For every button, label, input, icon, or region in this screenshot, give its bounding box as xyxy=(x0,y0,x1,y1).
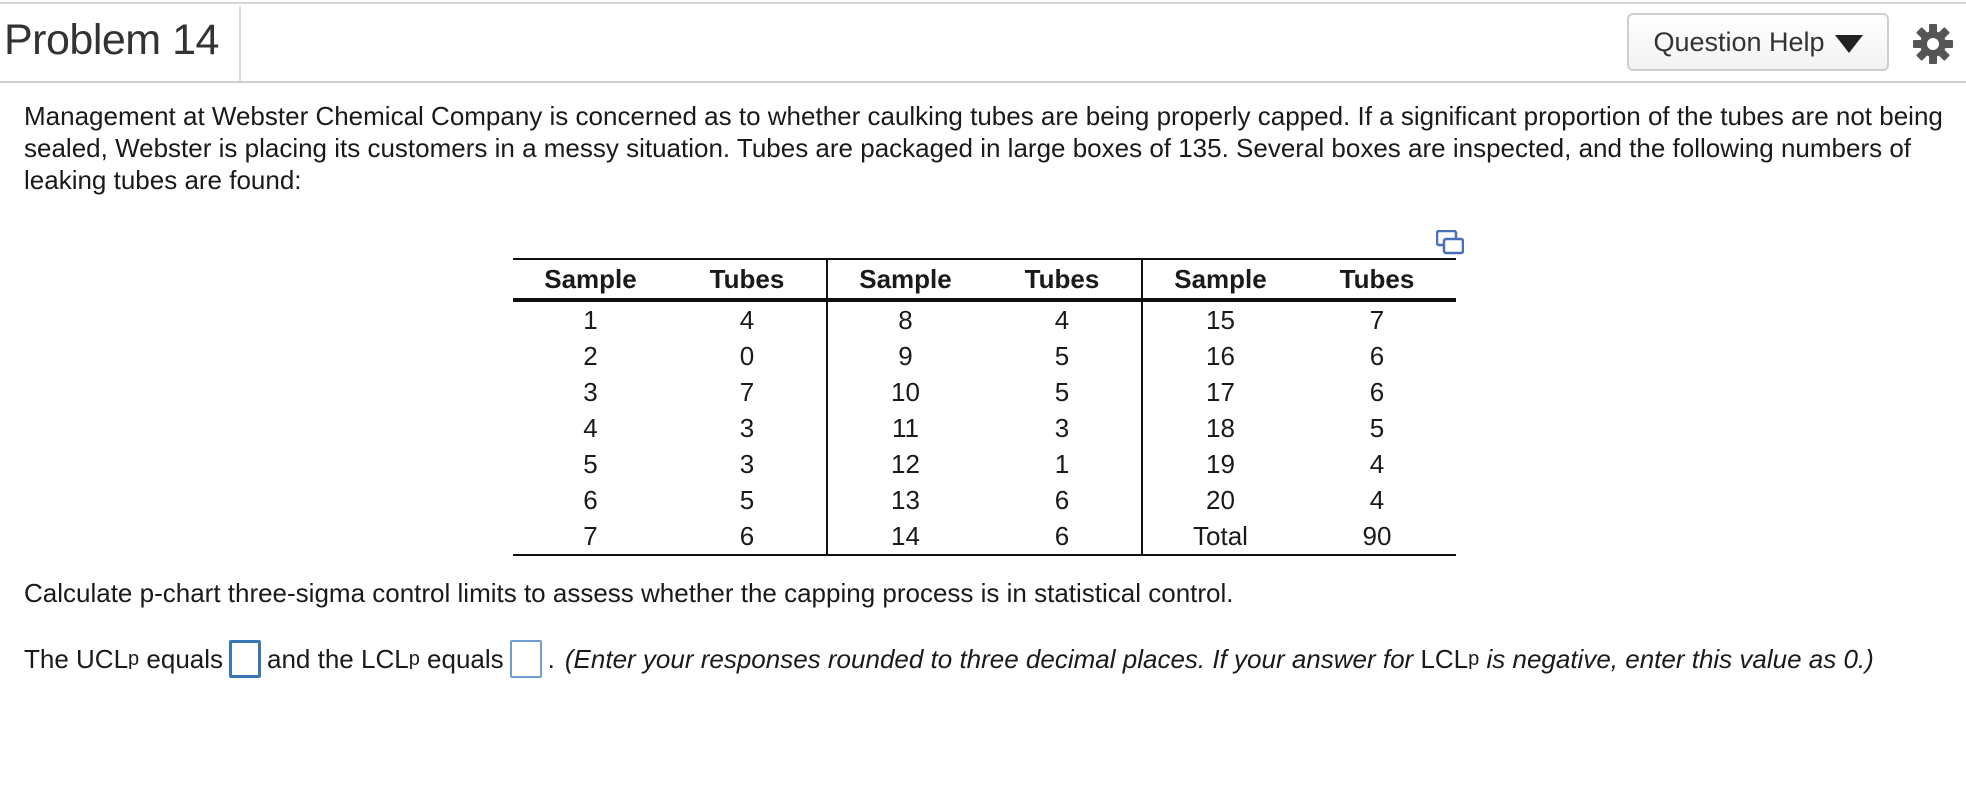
table-cell: 7 xyxy=(1369,304,1385,335)
table-cell: 6 xyxy=(983,518,1142,555)
table-cell: 10 xyxy=(891,376,920,407)
table-row xyxy=(513,338,1456,374)
leaking-tubes-table xyxy=(513,258,1456,556)
lcl-answer-input[interactable] xyxy=(510,640,542,678)
rounding-note-subscript: p xyxy=(1468,647,1480,670)
instruction-text: Calculate p-chart three-sigma control limits to assess whether the capping process is in statistical control. xyxy=(24,578,1234,608)
table-row xyxy=(513,482,1456,518)
rounding-note-end: is negative, enter this value as 0.) xyxy=(1479,643,1874,674)
lcl-subscript: p xyxy=(408,647,420,670)
header-sample-3: Sample xyxy=(1142,259,1298,300)
table-cell: 3 xyxy=(983,410,1142,446)
table-cell: 7 xyxy=(668,374,827,410)
copy-to-clipboard-icon[interactable] xyxy=(1436,230,1464,256)
table-cell: 6 xyxy=(668,518,827,555)
ucl-label: The UCL xyxy=(24,643,129,674)
lcl-equals-text: equals xyxy=(419,643,504,674)
table-cell: 3 xyxy=(668,446,827,482)
table-cell: 8 xyxy=(898,304,913,335)
gear-icon[interactable] xyxy=(1912,23,1954,65)
table-cell: Total xyxy=(1193,520,1248,551)
table-header-row xyxy=(513,259,1456,300)
table-cell: 13 xyxy=(891,484,920,515)
table-cell: 12 xyxy=(891,448,920,479)
table-cell: 5 xyxy=(983,374,1142,410)
table-row xyxy=(513,300,1456,338)
caret-down-icon xyxy=(1835,35,1863,53)
table-row xyxy=(513,410,1456,446)
table-cell: 5 xyxy=(668,482,827,518)
table-cell: 20 xyxy=(1206,484,1235,515)
rounding-note-start: (Enter your responses rounded to three decimal places. If your answer for xyxy=(564,643,1421,674)
header-tubes-1: Tubes xyxy=(668,259,827,300)
lcl-label: and the LCL xyxy=(267,643,409,674)
table-row xyxy=(513,518,1456,555)
table-cell: 19 xyxy=(1206,448,1235,479)
problem-statement: Management at Webster Chemical Company is concerned as to whether caulking tubes are being properly capped. If a significant proportion of the tubes are not being sealed, Webster is placing its customers in a messy situation. Tubes are packaged in large boxes of 135. Several boxes are inspected, and the following numbers of leaking tubes are found: xyxy=(24,101,1943,195)
table-cell: 2 xyxy=(583,340,598,371)
table-cell: 3 xyxy=(583,376,598,407)
table-row xyxy=(513,374,1456,410)
table-row xyxy=(513,446,1456,482)
table-cell: 4 xyxy=(983,300,1142,338)
table-cell: 6 xyxy=(583,484,598,515)
question-help-button[interactable] xyxy=(1627,13,1889,71)
table-cell: 1 xyxy=(983,446,1142,482)
table-cell: 4 xyxy=(583,412,598,443)
table-cell: 5 xyxy=(1369,412,1385,443)
ucl-answer-input[interactable] xyxy=(229,640,261,678)
header-tubes-2: Tubes xyxy=(983,259,1142,300)
table-cell: 6 xyxy=(983,482,1142,518)
table-cell: 4 xyxy=(668,300,827,338)
table-cell: 6 xyxy=(1369,376,1385,407)
header-sample-2: Sample xyxy=(827,259,983,300)
table-cell: 3 xyxy=(668,410,827,446)
header-sample-1: Sample xyxy=(513,259,668,300)
ucl-equals-text: equals xyxy=(139,643,224,674)
table-cell: 9 xyxy=(898,340,913,371)
table-cell: 90 xyxy=(1362,520,1392,551)
table-cell: 11 xyxy=(892,412,919,443)
table-cell: 7 xyxy=(583,520,598,551)
title-divider xyxy=(239,6,241,81)
table-cell: 5 xyxy=(983,338,1142,374)
table-cell: 1 xyxy=(583,304,598,335)
table-cell: 0 xyxy=(668,338,827,374)
table-cell: 17 xyxy=(1206,376,1235,407)
header-tubes-3: Tubes xyxy=(1298,259,1456,300)
table-cell: 15 xyxy=(1206,304,1235,335)
rounding-note-lcl: LCL xyxy=(1420,643,1469,674)
table-cell: 4 xyxy=(1369,448,1385,479)
problem-header xyxy=(0,4,1966,83)
table-cell: 16 xyxy=(1206,340,1235,371)
table-cell: 5 xyxy=(583,448,598,479)
table-cell: 14 xyxy=(891,520,920,551)
table-cell: 18 xyxy=(1206,412,1235,443)
table-cell: 4 xyxy=(1369,484,1385,515)
period-text: . xyxy=(547,643,555,674)
answer-line xyxy=(24,640,1874,678)
page-title: Problem 14 xyxy=(4,16,219,64)
table-cell: 6 xyxy=(1369,340,1385,371)
question-help-label: Question Help xyxy=(1653,26,1825,57)
ucl-subscript: p xyxy=(128,647,140,670)
